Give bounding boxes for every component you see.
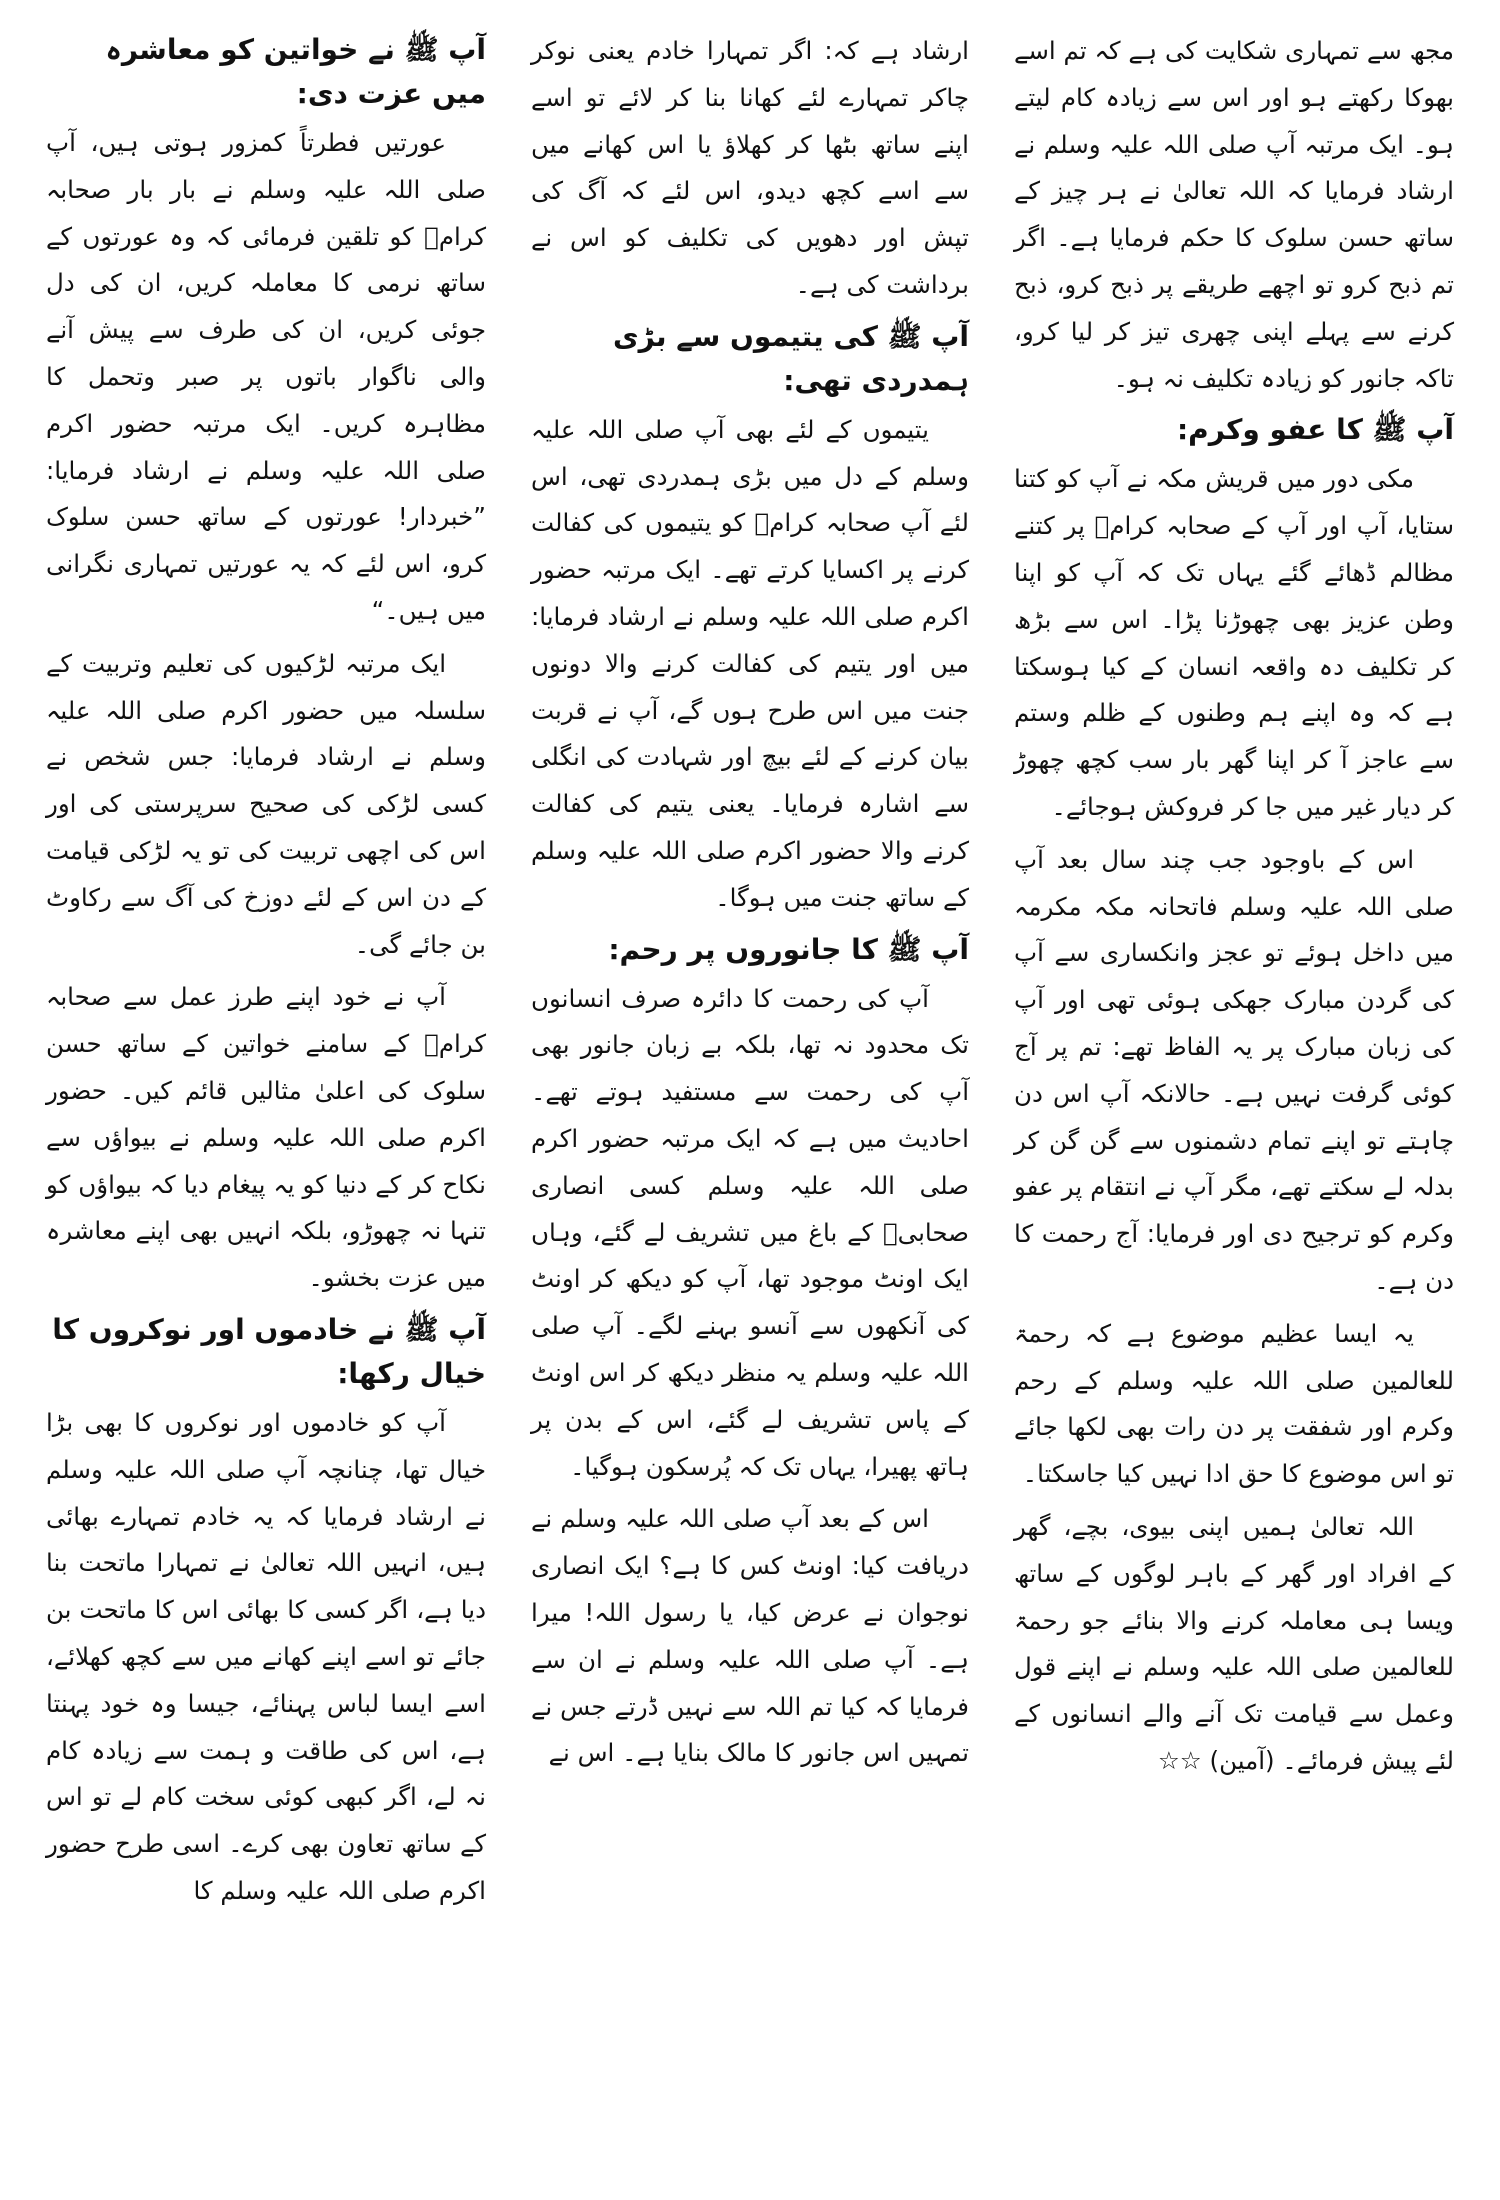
paragraph: اس کے بعد آپ صلی اللہ علیہ وسلم نے دریافت کیا: اونٹ کس کا ہے؟ ایک انصاری نوجوان نے عرض کیا، یا رسول اللہ! میرا ہے۔ آپ صلی اللہ علیہ وسلم نے ان سے فرمایا کہ کیا تم اللہ سے نہیں ڈرتے جس نے تمہیں اس جانور کا مالک بنایا ہے۔ اس نے bbox=[531, 1504, 969, 1768]
paragraph: اللہ تعالیٰ ہمیں اپنی بیوی، بچے، گھر کے افراد اور گھر کے باہر لوگوں کے ساتھ ویسا ہی معاملہ کرنے والا بنائے جو رحمۃ للعالمین صلی اللہ علیہ وسلم نے اپنے قول وعمل سے قیامت تک آنے والے انسانوں کے لئے پیش فرمائے۔ (آمین) ☆☆ bbox=[1014, 1511, 1454, 1775]
article-page bbox=[24, 28, 1476, 2178]
paragraph: آپ کی رحمت کا دائرہ صرف انسانوں تک محدود نہ تھا، بلکہ بے زبان جانور بھی آپ کی رحمت سے مستفید ہوتے تھے۔ احادیث میں ہے کہ ایک مرتبہ حضور اکرم صلی اللہ علیہ وسلم کسی انصاری صحابیؓ کے باغ میں تشریف لے گئے، وہاں ایک اونٹ موجود تھا، آپ کو دیکھ کر اونٹ کی آنکھوں سے آنسو بہنے لگے۔ آپ صلی اللہ علیہ وسلم یہ منظر دیکھ کر اس اونٹ کے پاس تشریف لے گئے، اس کے بدن پر ہاتھ پھیرا، یہاں تک کہ پُرسکون ہوگیا۔ bbox=[531, 983, 969, 1481]
paragraph: مکی دور میں قریش مکہ نے آپ کو کتنا ستایا، آپ اور آپ کے صحابہ کرامؓ پر کتنے مظالم ڈھائے گئے یہاں تک کہ آپ کو اپنا وطن عزیز بھی چھوڑنا پڑا۔ اس سے بڑھ کر تکلیف دہ واقعہ انسان کے کیا ہوسکتا ہے کہ وہ اپنے ہم وطنوں کے ظلم وستم سے عاجز آ کر اپنا گھر بار سب کچھ چھوڑ کر دیار غیر میں جا کر فروکش ہوجائے۔ bbox=[1014, 464, 1454, 821]
paragraph: ایک مرتبہ لڑکیوں کی تعلیم وتربیت کے سلسلہ میں حضور اکرم صلی اللہ علیہ وسلم نے ارشاد فرمایا: جس شخص نے کسی لڑکی کی صحیح سرپرستی کی اور اس کی اچھی تربیت کی تو یہ لڑکی قیامت کے دن اس کے لئے دوزخ کی آگ سے رکاوٹ بن جائے گی۔ bbox=[46, 648, 486, 959]
paragraph: یتیموں کے لئے بھی آپ صلی اللہ علیہ وسلم کے دل میں بڑی ہمدردی تھی، اس لئے آپ صحابہ کرامؓ کو یتیموں کی کفالت کرنے پر اکسایا کرتے تھے۔ ایک مرتبہ حضور اکرم صلی اللہ علیہ وسلم نے ارشاد فرمایا: میں اور یتیم کی کفالت کرنے والا دونوں جنت میں اس طرح ہوں گے، آپ نے قربت بیان کرنے کے لئے بیچ اور شہادت کی انگلی سے اشارہ فرمایا۔ یعنی یتیم کی کفالت کرنے والا حضور اکرم صلی اللہ علیہ وسلم کے ساتھ جنت میں ہوگا۔ bbox=[531, 414, 969, 912]
paragraph: یہ ایسا عظیم موضوع ہے کہ رحمۃ للعالمین صلی اللہ علیہ وسلم کے رحم وکرم اور شفقت پر دن رات بھی لکھا جائے تو اس موضوع کا حق ادا نہیں کیا جاسکتا۔ bbox=[1014, 1318, 1454, 1489]
column-right bbox=[24, 28, 508, 2178]
heading-servants: آپ ﷺ نے خادموں اور نوکروں کا خیال رکھا: bbox=[52, 1312, 486, 1390]
paragraph: مجھ سے تمہاری شکایت کی ہے کہ تم اسے بھوکا رکھتے ہو اور اس سے زیادہ کام لیتے ہو۔ ایک مرتبہ آپ صلی اللہ علیہ وسلم نے ارشاد فرمایا کہ اللہ تعالیٰ نے ہر چیز کے ساتھ حسن سلوک کا حکم فرمایا ہے۔ اگر تم ذبح کرو تو اچھے طریقے پر ذبح کرو، ذبح کرنے سے پہلے اپنی چھری تیز کر لیا کرو، تاکہ جانور کو زیادہ تکلیف نہ ہو۔ bbox=[1014, 36, 1454, 393]
heading-women-honor: آپ ﷺ نے خواتین کو معاشرہ میں عزت دی: bbox=[105, 33, 486, 110]
heading-orphans: آپ ﷺ کی یتیموں سے بڑی ہمدردی تھی: bbox=[612, 319, 969, 397]
paragraph: اس کے باوجود جب چند سال بعد آپ صلی اللہ علیہ وسلم فاتحانہ مکہ مکرمہ میں داخل ہوئے تو عجز وانکساری سے آپ کی گردن مبارک جھکی ہوئی تھی اور آپ کی زبان مبارک پر یہ الفاظ تھے: تم پر آج کوئی گرفت نہیں ہے۔ حالانکہ آپ اس دن چاہتے تو اپنے تمام دشمنوں سے گن گن کر بدلہ لے سکتے تھے، مگر آپ نے انتقام پر عفو وکرم کو ترجیح دی اور فرمایا: آج رحمت کا دن ہے۔ bbox=[1014, 844, 1454, 1295]
paragraph: ارشاد ہے کہ: اگر تمہارا خادم یعنی نوکر چاکر تمہارے لئے کھانا بنا کر لائے تو اسے اپنے ساتھ بٹھا کر کھلاؤ یا اس کھانے میں سے اسے کچھ دیدو، اس لئے کہ آگ کی تپش اور دھویں کی تکلیف کو اس نے برداشت کی ہے۔ bbox=[531, 36, 969, 299]
column-left bbox=[992, 28, 1476, 2178]
heading-animals: آپ ﷺ کا جانوروں پر رحم: bbox=[608, 932, 969, 966]
paragraph: عورتیں فطرتاً کمزور ہوتی ہیں، آپ صلی اللہ علیہ وسلم نے بار بار صحابہ کرامؓ کو تلقین فرمائی کہ وہ عورتوں کے ساتھ نرمی کا معاملہ کریں، ان کی دل جوئی کریں، ان کی طرف سے پیش آنے والی ناگوار باتوں پر صبر وتحمل کا مظاہرہ کریں۔ ایک مرتبہ حضور اکرم صلی اللہ علیہ وسلم نے ارشاد فرمایا: ”خبردار! عورتوں کے ساتھ حسن سلوک کرو، اس لئے کہ یہ عورتیں تمہاری نگرانی میں ہیں۔“ bbox=[46, 128, 486, 625]
paragraph: آپ کو خادموں اور نوکروں کا بھی بڑا خیال تھا، چنانچہ آپ صلی اللہ علیہ وسلم نے ارشاد فرمایا کہ یہ خادم تمہارے بھائی ہیں، انہیں اللہ تعالیٰ نے تمہارا ماتحت بنا دیا ہے، اگر کسی کا بھائی اس کا ماتحت بن جائے تو اسے اپنے کھانے میں سے کچھ کھلائے، اسے ایسا لباس پہنائے، جیسا وہ خود پہنتا ہے، اس کی طاقت و ہمت سے زیادہ کام نہ لے، اگر کبھی کوئی سخت کام لے تو اس کے ساتھ تعاون بھی کرے۔ اسی طرح حضور اکرم صلی اللہ علیہ وسلم کا bbox=[46, 1407, 486, 1905]
column-middle bbox=[508, 28, 992, 2178]
heading-forgiveness: آپ ﷺ کا عفو وکرم: bbox=[1176, 413, 1454, 447]
paragraph: آپ نے خود اپنے طرز عمل سے صحابہ کرامؓ کے سامنے خواتین کے ساتھ حسن سلوک کی اعلیٰ مثالیں قائم کیں۔ حضور اکرم صلی اللہ علیہ وسلم نے بیواؤں سے نکاح کر کے دنیا کو یہ پیغام دیا کہ بیواؤں کو تنہا نہ چھوڑو، بلکہ انہیں بھی اپنے معاشرہ میں عزت بخشو۔ bbox=[46, 982, 486, 1293]
